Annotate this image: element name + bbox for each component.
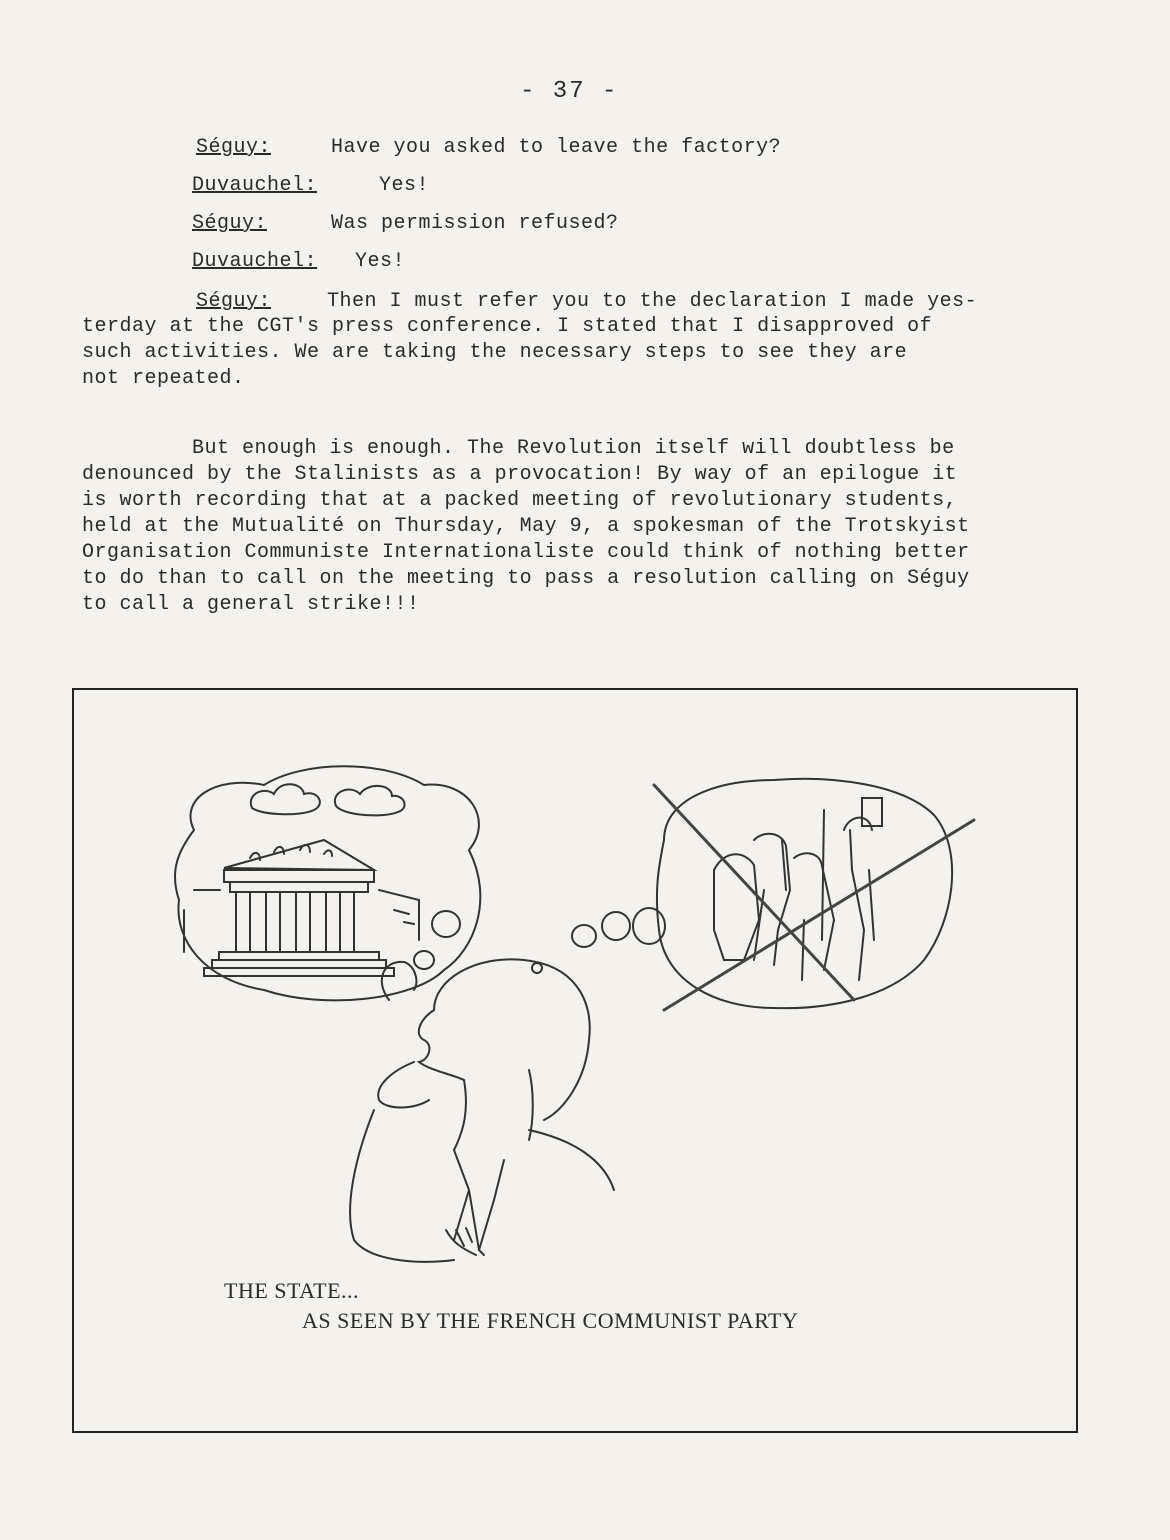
- cartoon-caption-line-1: THE STATE...: [224, 1278, 360, 1303]
- building-icon: [184, 840, 419, 976]
- revolutionaries-icon: [714, 798, 882, 980]
- thought-circle: [572, 925, 596, 947]
- body-paragraph: But enough is enough. The Revolution itself will doubtless be denounced by the Stalinists as a provocation! By way of an epilogue it is worth recording that at a packed meeting of revolutionary students, held at the Mutualité on Thursday, May 9, a spokesman of the Trotskyist Organisation Communiste Internationaliste could think of nothing better to do than to call on the meeting to pass a resolution calling on Séguy to call a general strike!!!: [82, 437, 970, 616]
- speaker-label: Duvauchel:: [192, 174, 318, 197]
- dialogue-text: Yes!: [379, 174, 430, 197]
- dialogue-text: Was permission refused?: [331, 212, 619, 235]
- thought-circle: [414, 951, 434, 969]
- thought-circle: [532, 963, 542, 973]
- cross-out-mark: [654, 785, 974, 1010]
- cartoon-frame: [72, 688, 1078, 1433]
- dialogue-line-2: [192, 174, 429, 197]
- dialogue-line-5: [196, 290, 977, 313]
- thought-circle: [602, 912, 630, 940]
- dialogue-text: Then I must refer you to the declaration I made yes-: [327, 290, 978, 313]
- dialogue-line-1: [196, 136, 781, 159]
- thought-bubble-left: [175, 766, 480, 1000]
- cartoon-caption-line-2: AS SEEN BY THE FRENCH COMMUNIST PARTY: [302, 1308, 799, 1333]
- seguy-continuation: terday at the CGT's press conference. I stated that I disapproved of such activities. We are taking the necessary steps to see they are not repeated.: [82, 315, 933, 390]
- speaker-label: Séguy:: [196, 290, 272, 313]
- speaker-label: Séguy:: [192, 212, 268, 235]
- dialogue-line-4: [192, 250, 405, 273]
- dialogue-text: Yes!: [355, 250, 406, 273]
- thought-circle: [432, 911, 460, 937]
- dialogue-line-3: [192, 212, 619, 235]
- speaker-label: Duvauchel:: [192, 250, 318, 273]
- man-figure: [350, 959, 614, 1261]
- speaker-label: Séguy:: [196, 136, 272, 159]
- page-number: - 37 -: [520, 78, 619, 105]
- cloud-right: [335, 786, 405, 815]
- cloud-left: [251, 784, 320, 814]
- thought-bubble-right: [657, 779, 952, 1008]
- dialogue-text: Have you asked to leave the factory?: [331, 136, 782, 159]
